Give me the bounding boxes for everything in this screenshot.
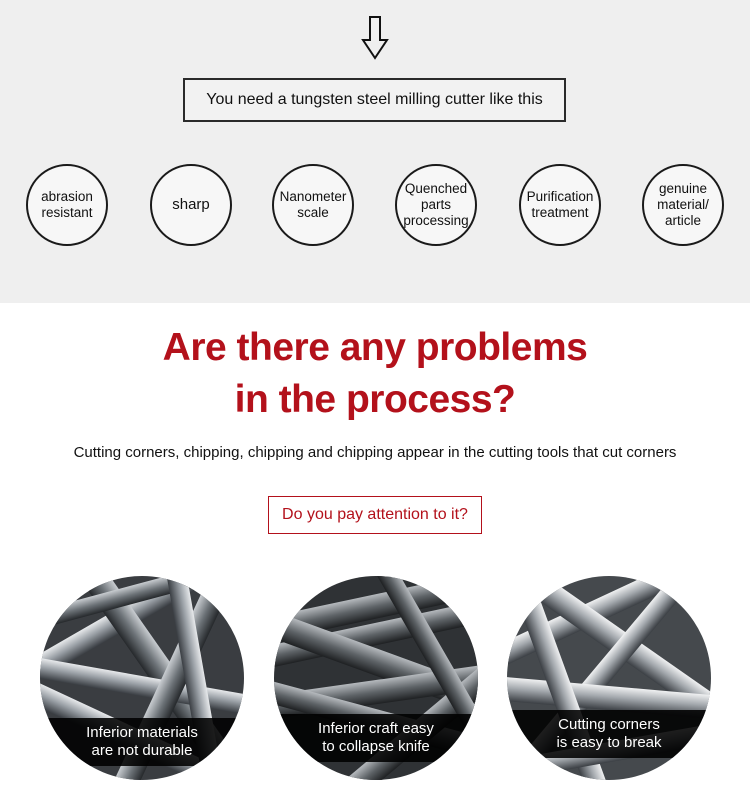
down-arrow-icon: [361, 16, 389, 60]
feature-purification-treatment: Purification treatment: [519, 164, 601, 246]
photo-caption: Inferior materials are not durable: [40, 718, 244, 766]
feature-quenched-parts: Quenched parts processing: [395, 164, 477, 246]
top-section: [0, 0, 750, 303]
photo-caption: Inferior craft easy to collapse knife: [274, 714, 478, 762]
problems-headline-line1: Are there any problems: [162, 326, 588, 369]
feature-sharp: sharp: [150, 164, 232, 246]
feature-nanometer-scale: Nanometer scale: [272, 164, 354, 246]
cutting-corners-photo: [507, 576, 711, 780]
feature-abrasion-resistant: abrasion resistant: [26, 164, 108, 246]
problems-subtitle: Cutting corners, chipping, chipping and chipping appear in the cutting tools that cut corners: [73, 444, 677, 461]
feature-genuine-material: genuine material/ article: [642, 164, 724, 246]
need-cutter-banner: You need a tungsten steel milling cutter like this: [183, 78, 566, 122]
attention-box: Do you pay attention to it?: [268, 496, 482, 534]
photo-caption: Cutting corners is easy to break: [507, 710, 711, 758]
problems-headline-line2: in the process?: [234, 378, 516, 421]
inferior-craft-photo: [274, 576, 478, 780]
inferior-materials-photo: [40, 576, 244, 780]
